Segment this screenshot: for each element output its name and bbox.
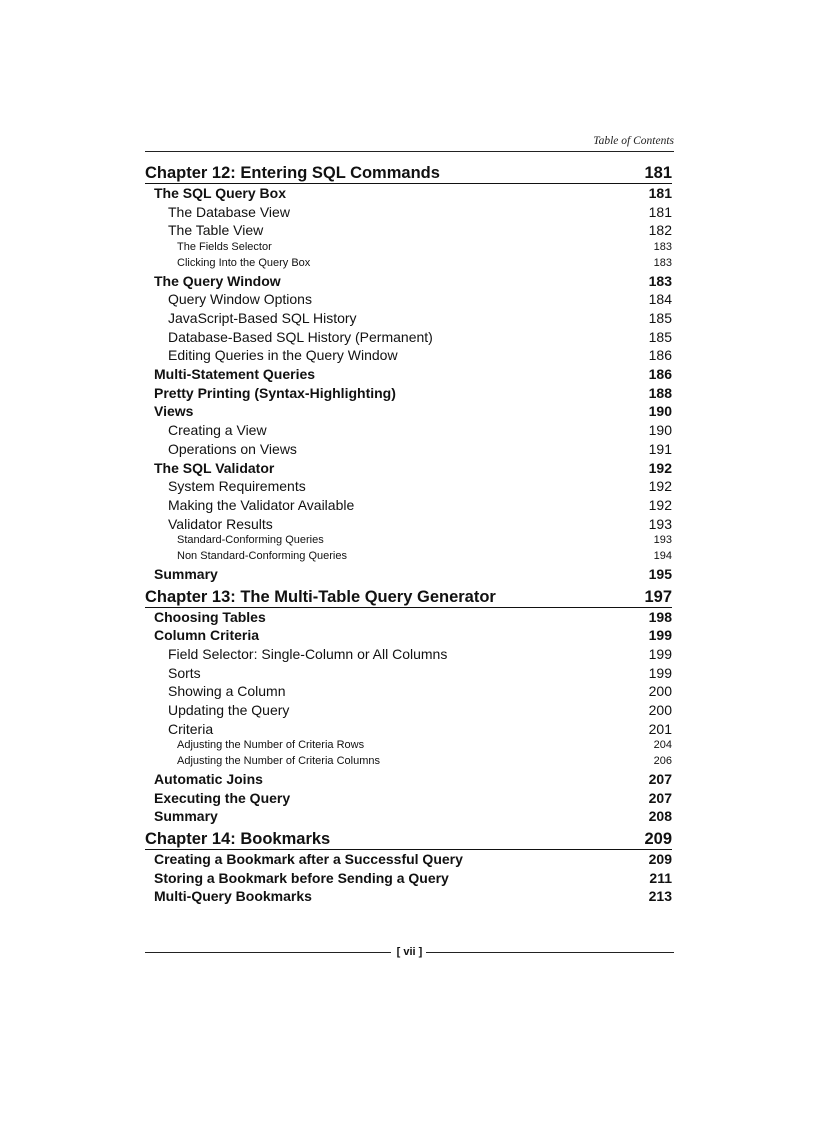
section-entry — [145, 384, 672, 403]
subsection-entry — [145, 515, 672, 534]
entry-page-number: 207 — [648, 770, 672, 787]
entry-title: Chapter 12: Entering SQL Commands — [145, 164, 440, 182]
entry-title: Database-Based SQL History (Permanent) — [168, 328, 433, 345]
entry-page-number: 213 — [648, 888, 672, 905]
entry-title: Creating a Bookmark after a Successful Query — [154, 851, 463, 868]
entry-page-number: 194 — [653, 550, 672, 563]
entry-title: Choosing Tables — [154, 608, 266, 625]
entry-page-number: 200 — [648, 683, 672, 700]
subsection-entry — [145, 720, 672, 739]
subsection-entry — [145, 496, 672, 515]
subsubsection-entry — [145, 533, 672, 549]
entry-title: Updating the Query — [168, 702, 290, 718]
section-entry — [145, 272, 672, 291]
running-header-title: Table of Contents — [593, 135, 674, 147]
entry-page-number: 182 — [648, 222, 672, 239]
entry-page-number: 192 — [648, 478, 672, 495]
entry-title: Automatic Joins — [154, 770, 263, 787]
subsection-entry — [145, 440, 672, 459]
entry-page-number: 188 — [648, 384, 672, 401]
entry-title: The SQL Validator — [154, 459, 275, 476]
entry-title: The Fields Selector — [177, 241, 272, 254]
entry-page-number: 193 — [648, 515, 672, 532]
section-entry — [145, 184, 672, 203]
subsection-entry — [145, 421, 672, 440]
subsection-entry — [145, 221, 672, 240]
subsubsection-entry — [145, 256, 672, 272]
entry-title: Multi-Statement Queries — [154, 366, 316, 383]
section-entry — [145, 789, 672, 808]
entry-page-number: 204 — [653, 739, 672, 752]
entry-page-number: 199 — [648, 645, 672, 662]
entry-title: Showing a Column — [168, 683, 286, 700]
entry-title: Storing a Bookmark before Sending a Query — [154, 869, 449, 886]
entry-title: Chapter 14: Bookmarks — [145, 830, 331, 849]
section-entry — [145, 608, 672, 627]
entry-title: Adjusting the Number of Criteria Columns — [177, 755, 380, 768]
entry-title: Summary — [154, 808, 218, 825]
entry-page-number: 190 — [648, 403, 672, 420]
entry-title: Validator Results — [168, 515, 273, 532]
section-entry — [145, 626, 672, 645]
section-entry — [145, 807, 672, 826]
section-entry — [145, 887, 672, 906]
entry-page-number: 193 — [653, 534, 672, 547]
entry-page-number: 198 — [648, 608, 672, 625]
page-number: [ vii ] — [396, 946, 423, 958]
entry-page-number: 207 — [648, 789, 672, 806]
header-rule — [145, 151, 674, 152]
subsubsection-entry — [145, 549, 672, 565]
section-entry — [145, 365, 672, 384]
subsection-entry — [145, 290, 672, 309]
entry-page-number: 195 — [648, 565, 672, 582]
entry-title: Adjusting the Number of Criteria Rows — [177, 739, 365, 752]
chapter-entry — [145, 586, 672, 608]
entry-page-number: 200 — [648, 702, 672, 718]
entry-page-number: 181 — [648, 185, 672, 201]
entry-page-number: 199 — [648, 664, 672, 681]
entry-title: Views — [154, 403, 194, 420]
subsection-entry — [145, 701, 672, 720]
entry-page-number: 191 — [648, 440, 672, 457]
entry-title: Standard-Conforming Queries — [177, 534, 324, 547]
section-entry — [145, 869, 672, 888]
entry-title: Making the Validator Available — [168, 496, 355, 513]
entry-page-number: 186 — [648, 366, 672, 383]
entry-page-number: 206 — [653, 755, 672, 768]
subsection-entry — [145, 328, 672, 347]
entry-page-number: 183 — [653, 241, 672, 254]
entry-page-number: 192 — [648, 459, 672, 476]
entry-title: System Requirements — [168, 478, 306, 495]
entry-page-number: 186 — [648, 347, 672, 364]
section-entry — [145, 770, 672, 789]
entry-page-number: 183 — [648, 272, 672, 289]
subsection-entry — [145, 645, 672, 664]
entry-page-number: 208 — [648, 808, 672, 825]
page-footer — [145, 944, 674, 958]
entry-page-number: 181 — [644, 164, 672, 182]
entry-title: Operations on Views — [168, 440, 297, 457]
subsection-entry — [145, 682, 672, 701]
subsection-entry — [145, 309, 672, 328]
entry-title: Editing Queries in the Query Window — [168, 347, 398, 364]
entry-title: Executing the Query — [154, 789, 291, 806]
section-entry — [145, 459, 672, 478]
entry-title: Non Standard-Conforming Queries — [177, 550, 347, 563]
chapter-entry — [145, 828, 672, 850]
section-entry — [145, 402, 672, 421]
subsubsection-entry — [145, 738, 672, 754]
subsection-entry — [145, 203, 672, 222]
entry-title: Sorts — [168, 664, 201, 681]
entry-page-number: 185 — [648, 310, 672, 327]
entry-title: The Database View — [168, 203, 290, 220]
entry-page-number: 197 — [644, 587, 672, 606]
section-entry — [145, 850, 672, 869]
entry-page-number: 184 — [648, 291, 672, 308]
entry-title: Summary — [154, 565, 218, 582]
entry-page-number: 199 — [648, 627, 672, 644]
footer-rule-right — [426, 952, 674, 953]
entry-title: Chapter 13: The Multi-Table Query Generator — [145, 587, 496, 606]
entry-page-number: 181 — [648, 203, 672, 220]
entry-title: The SQL Query Box — [154, 185, 286, 201]
entry-page-number: 190 — [648, 422, 672, 439]
entry-title: The Query Window — [154, 272, 281, 289]
subsection-entry — [145, 477, 672, 496]
entry-title: Creating a View — [168, 422, 267, 439]
entry-title: Query Window Options — [168, 291, 312, 308]
entry-page-number: 183 — [653, 256, 672, 269]
entry-page-number: 185 — [648, 328, 672, 345]
entry-title: Pretty Printing (Syntax-Highlighting) — [154, 384, 396, 401]
subsection-entry — [145, 346, 672, 365]
entry-title: Multi-Query Bookmarks — [154, 888, 312, 905]
entry-title: Column Criteria — [154, 627, 260, 644]
entry-page-number: 211 — [649, 869, 672, 886]
subsection-entry — [145, 664, 672, 683]
chapter-entry — [145, 162, 672, 184]
entry-title: JavaScript-Based SQL History — [168, 310, 357, 327]
table-of-contents — [145, 162, 672, 906]
entry-title: Clicking Into the Query Box — [177, 256, 311, 269]
entry-page-number: 209 — [644, 830, 672, 849]
entry-page-number: 192 — [648, 496, 672, 513]
entry-title: Criteria — [168, 720, 214, 737]
subsubsection-entry — [145, 240, 672, 256]
entry-page-number: 201 — [648, 720, 672, 737]
entry-title: Field Selector: Single-Column or All Columns — [168, 645, 448, 662]
entry-title: The Table View — [168, 222, 264, 239]
subsubsection-entry — [145, 754, 672, 770]
section-entry — [145, 565, 672, 584]
entry-page-number: 209 — [648, 851, 672, 868]
